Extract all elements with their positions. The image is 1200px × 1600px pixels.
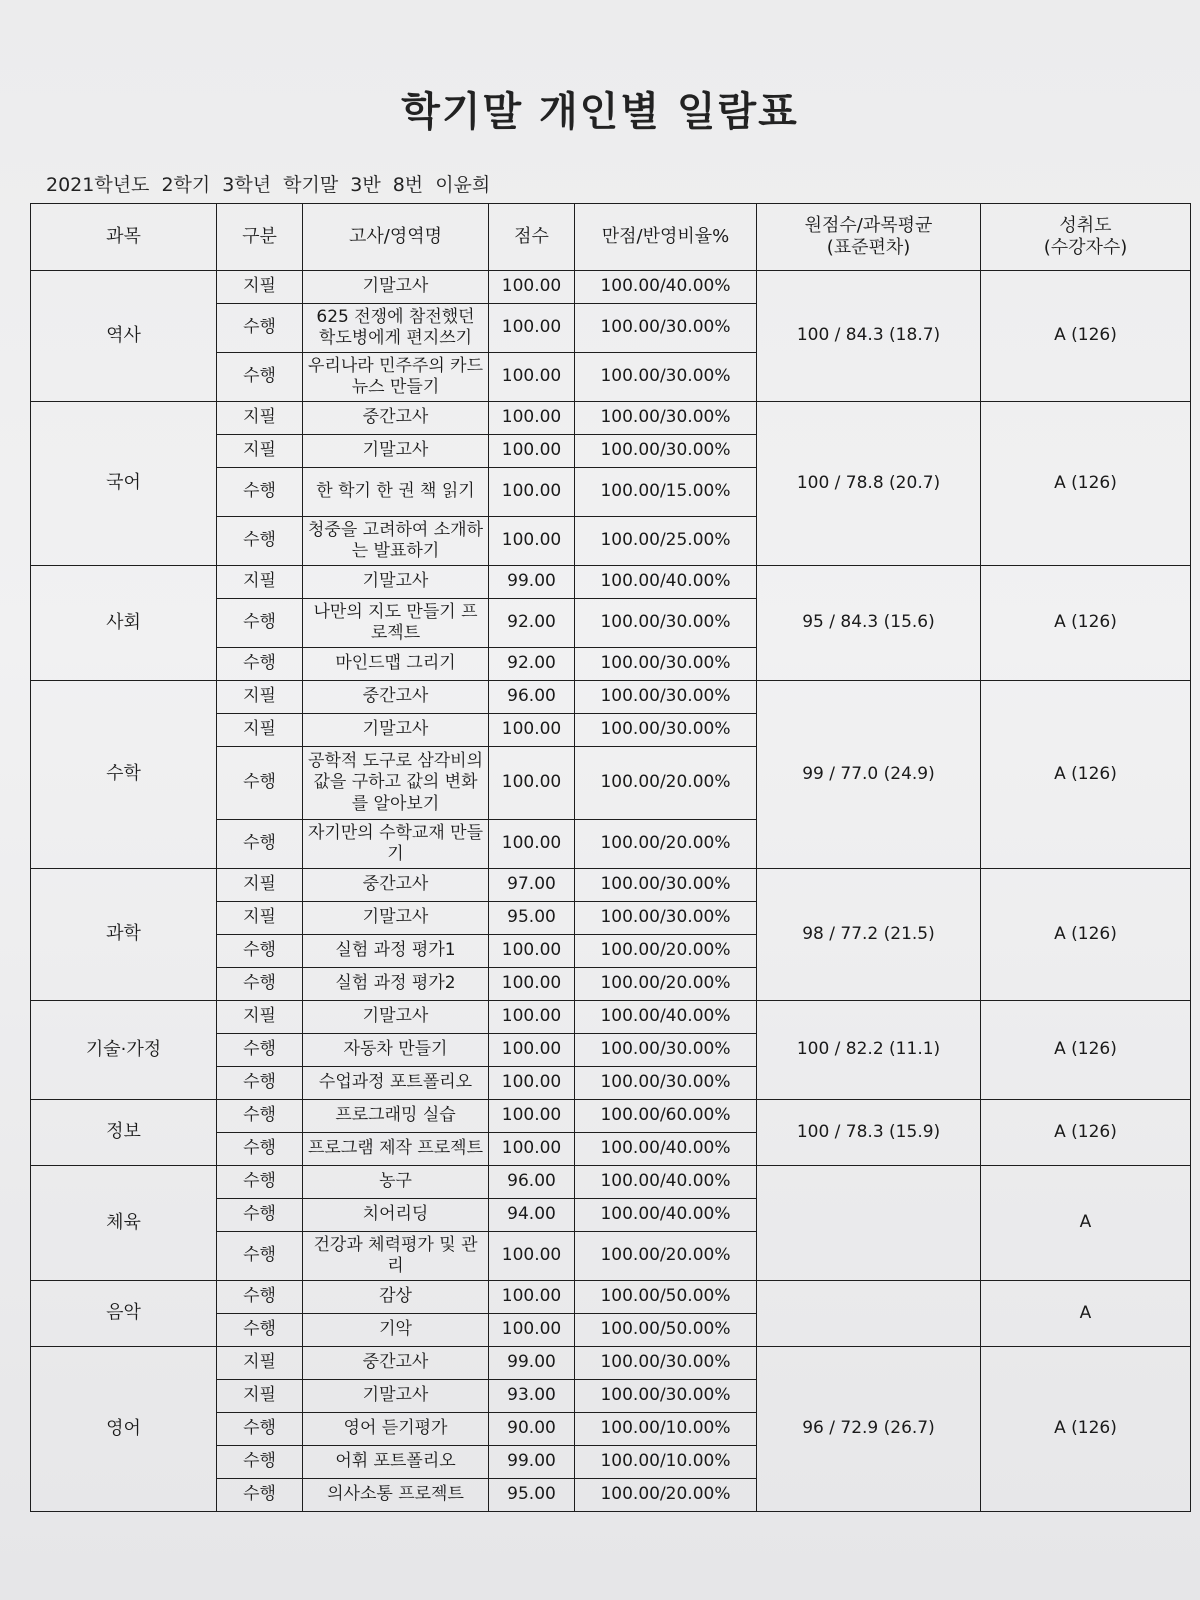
subject-name: 음악 — [31, 1281, 217, 1347]
score-value: 100.00 — [489, 1001, 575, 1034]
exam-name: 농구 — [303, 1166, 489, 1199]
subject-name: 국어 — [31, 402, 217, 566]
exam-name: 감상 — [303, 1281, 489, 1314]
ratio-value: 100.00/50.00% — [575, 1314, 757, 1347]
ratio-value: 100.00/30.00% — [575, 1067, 757, 1100]
assessment-type: 수행 — [217, 935, 303, 968]
subject-summary: 100 / 84.3 (18.7) — [757, 271, 981, 402]
assessment-type: 수행 — [217, 1100, 303, 1133]
assessment-type: 지필 — [217, 402, 303, 435]
achievement-grade: A (126) — [981, 566, 1191, 681]
subject-name: 체육 — [31, 1166, 217, 1281]
assessment-type: 지필 — [217, 1347, 303, 1380]
subject-summary: 95 / 84.3 (15.6) — [757, 566, 981, 681]
assessment-type: 수행 — [217, 304, 303, 353]
subject-name: 과학 — [31, 869, 217, 1001]
subject-summary: 100 / 78.3 (15.9) — [757, 1100, 981, 1166]
exam-name: 기말고사 — [303, 1001, 489, 1034]
score-value: 100.00 — [489, 747, 575, 820]
achievement-grade: A (126) — [981, 869, 1191, 1001]
assessment-type: 수행 — [217, 747, 303, 820]
score-value: 92.00 — [489, 648, 575, 681]
exam-name: 기말고사 — [303, 1380, 489, 1413]
assessment-type: 수행 — [217, 599, 303, 648]
score-value: 96.00 — [489, 1166, 575, 1199]
table-row — [31, 1001, 1191, 1034]
exam-name: 의사소통 프로젝트 — [303, 1479, 489, 1512]
assessment-type: 수행 — [217, 353, 303, 402]
ratio-value: 100.00/30.00% — [575, 714, 757, 747]
subject-name: 수학 — [31, 681, 217, 869]
assessment-type: 수행 — [217, 1166, 303, 1199]
assessment-type: 지필 — [217, 681, 303, 714]
ratio-value: 100.00/40.00% — [575, 566, 757, 599]
exam-name: 수업과정 포트폴리오 — [303, 1067, 489, 1100]
exam-name: 한 학기 한 권 책 읽기 — [303, 468, 489, 517]
score-value: 100.00 — [489, 353, 575, 402]
assessment-type: 수행 — [217, 1413, 303, 1446]
ratio-value: 100.00/30.00% — [575, 1380, 757, 1413]
table-row — [31, 566, 1191, 599]
exam-name: 건강과 체력평가 및 관리 — [303, 1232, 489, 1281]
table-row — [31, 869, 1191, 902]
score-value: 94.00 — [489, 1199, 575, 1232]
score-value: 100.00 — [489, 968, 575, 1001]
report-title: 학기말 개인별 일람표 — [401, 89, 799, 135]
ratio-value: 100.00/50.00% — [575, 1281, 757, 1314]
ratio-value: 100.00/30.00% — [575, 1347, 757, 1380]
table-row — [31, 271, 1191, 304]
exam-name: 공학적 도구로 삼각비의 값을 구하고 값의 변화를 알아보기 — [303, 747, 489, 820]
score-value: 100.00 — [489, 517, 575, 566]
achievement-grade: A (126) — [981, 1001, 1191, 1100]
ratio-value: 100.00/30.00% — [575, 681, 757, 714]
score-value: 96.00 — [489, 681, 575, 714]
ratio-value: 100.00/30.00% — [575, 353, 757, 402]
exam-name: 중간고사 — [303, 1347, 489, 1380]
header-ratio: 만점/반영비율% — [575, 204, 757, 271]
header-score: 점수 — [489, 204, 575, 271]
score-value: 100.00 — [489, 820, 575, 869]
ratio-value: 100.00/60.00% — [575, 1100, 757, 1133]
ratio-value: 100.00/30.00% — [575, 599, 757, 648]
ratio-value: 100.00/20.00% — [575, 935, 757, 968]
ratio-value: 100.00/20.00% — [575, 747, 757, 820]
assessment-type: 수행 — [217, 517, 303, 566]
score-value: 100.00 — [489, 1314, 575, 1347]
exam-name: 치어리딩 — [303, 1199, 489, 1232]
exam-name: 기말고사 — [303, 271, 489, 304]
assessment-type: 수행 — [217, 1133, 303, 1166]
score-value: 97.00 — [489, 869, 575, 902]
achievement-grade: A — [981, 1281, 1191, 1347]
achievement-grade: A (126) — [981, 1347, 1191, 1512]
exam-name: 중간고사 — [303, 402, 489, 435]
ratio-value: 100.00/30.00% — [575, 869, 757, 902]
subject-name: 역사 — [31, 271, 217, 402]
ratio-value: 100.00/10.00% — [575, 1413, 757, 1446]
table-row — [31, 1166, 1191, 1199]
subject-name: 정보 — [31, 1100, 217, 1166]
assessment-type: 지필 — [217, 869, 303, 902]
exam-name: 기말고사 — [303, 435, 489, 468]
achievement-grade: A (126) — [981, 402, 1191, 566]
exam-name: 우리나라 민주주의 카드뉴스 만들기 — [303, 353, 489, 402]
score-value: 100.00 — [489, 271, 575, 304]
assessment-type: 수행 — [217, 1034, 303, 1067]
assessment-type: 지필 — [217, 1001, 303, 1034]
exam-name: 기말고사 — [303, 566, 489, 599]
ratio-value: 100.00/30.00% — [575, 902, 757, 935]
exam-name: 중간고사 — [303, 869, 489, 902]
subject-summary: 99 / 77.0 (24.9) — [757, 681, 981, 869]
ratio-value: 100.00/40.00% — [575, 1001, 757, 1034]
exam-name: 중간고사 — [303, 681, 489, 714]
ratio-value: 100.00/40.00% — [575, 271, 757, 304]
ratio-value: 100.00/20.00% — [575, 968, 757, 1001]
exam-name: 기말고사 — [303, 902, 489, 935]
subject-summary: 96 / 72.9 (26.7) — [757, 1347, 981, 1512]
assessment-type: 수행 — [217, 1199, 303, 1232]
ratio-value: 100.00/10.00% — [575, 1446, 757, 1479]
table-row — [31, 681, 1191, 714]
table-row — [31, 1281, 1191, 1314]
subject-summary — [757, 1281, 981, 1347]
achievement-grade: A — [981, 1166, 1191, 1281]
exam-name: 어휘 포트폴리오 — [303, 1446, 489, 1479]
score-value: 100.00 — [489, 1133, 575, 1166]
ratio-value: 100.00/30.00% — [575, 648, 757, 681]
header-exam: 고사/영역명 — [303, 204, 489, 271]
table-row — [31, 1347, 1191, 1380]
score-value: 93.00 — [489, 1380, 575, 1413]
assessment-type: 지필 — [217, 714, 303, 747]
assessment-type: 수행 — [217, 820, 303, 869]
assessment-type: 수행 — [217, 648, 303, 681]
header-subject: 과목 — [31, 204, 217, 271]
assessment-type: 수행 — [217, 468, 303, 517]
grades-body — [31, 271, 1191, 1512]
assessment-type: 지필 — [217, 566, 303, 599]
ratio-value: 100.00/40.00% — [575, 1166, 757, 1199]
ratio-value: 100.00/20.00% — [575, 1232, 757, 1281]
achievement-grade: A (126) — [981, 271, 1191, 402]
exam-name: 프로그램 제작 프로젝트 — [303, 1133, 489, 1166]
subject-summary: 98 / 77.2 (21.5) — [757, 869, 981, 1001]
score-value: 100.00 — [489, 468, 575, 517]
score-value: 100.00 — [489, 402, 575, 435]
grades-table — [30, 203, 1191, 1512]
ratio-value: 100.00/15.00% — [575, 468, 757, 517]
header-achievement: 성취도 (수강자수) — [981, 204, 1191, 271]
subject-name: 사회 — [31, 566, 217, 681]
assessment-type: 수행 — [217, 1446, 303, 1479]
score-value: 100.00 — [489, 1034, 575, 1067]
score-value: 99.00 — [489, 566, 575, 599]
assessment-type: 수행 — [217, 1067, 303, 1100]
achievement-grade: A (126) — [981, 681, 1191, 869]
header-summary: 원점수/과목평균 (표준편차) — [757, 204, 981, 271]
ratio-value: 100.00/20.00% — [575, 1479, 757, 1512]
table-row — [31, 1100, 1191, 1133]
score-value: 92.00 — [489, 599, 575, 648]
score-value: 95.00 — [489, 1479, 575, 1512]
exam-name: 나만의 지도 만들기 프로젝트 — [303, 599, 489, 648]
score-value: 99.00 — [489, 1347, 575, 1380]
exam-name: 625 전쟁에 참전했던 학도병에게 편지쓰기 — [303, 304, 489, 353]
ratio-value: 100.00/25.00% — [575, 517, 757, 566]
exam-name: 프로그래밍 실습 — [303, 1100, 489, 1133]
score-value: 100.00 — [489, 1232, 575, 1281]
score-value: 100.00 — [489, 435, 575, 468]
achievement-grade: A (126) — [981, 1100, 1191, 1166]
subject-name: 영어 — [31, 1347, 217, 1512]
score-value: 100.00 — [489, 1100, 575, 1133]
assessment-type: 수행 — [217, 968, 303, 1001]
exam-name: 영어 듣기평가 — [303, 1413, 489, 1446]
assessment-type: 수행 — [217, 1479, 303, 1512]
subject-summary: 100 / 82.2 (11.1) — [757, 1001, 981, 1100]
ratio-value: 100.00/40.00% — [575, 1199, 757, 1232]
exam-name: 기말고사 — [303, 714, 489, 747]
ratio-value: 100.00/40.00% — [575, 1133, 757, 1166]
assessment-type: 수행 — [217, 1232, 303, 1281]
assessment-type: 수행 — [217, 1314, 303, 1347]
score-value: 100.00 — [489, 935, 575, 968]
score-value: 90.00 — [489, 1413, 575, 1446]
score-value: 100.00 — [489, 304, 575, 353]
assessment-type: 지필 — [217, 271, 303, 304]
exam-name: 기악 — [303, 1314, 489, 1347]
subject-summary — [757, 1166, 981, 1281]
subject-summary: 100 / 78.8 (20.7) — [757, 402, 981, 566]
assessment-type: 지필 — [217, 1380, 303, 1413]
assessment-type: 수행 — [217, 1281, 303, 1314]
header-type: 구분 — [217, 204, 303, 271]
exam-name: 실험 과정 평가2 — [303, 968, 489, 1001]
ratio-value: 100.00/30.00% — [575, 304, 757, 353]
exam-name: 청중을 고려하여 소개하는 발표하기 — [303, 517, 489, 566]
exam-name: 실험 과정 평가1 — [303, 935, 489, 968]
exam-name: 자기만의 수학교재 만들기 — [303, 820, 489, 869]
assessment-type: 지필 — [217, 902, 303, 935]
subject-name: 기술·가정 — [31, 1001, 217, 1100]
exam-name: 자동차 만들기 — [303, 1034, 489, 1067]
score-value: 100.00 — [489, 1281, 575, 1314]
table-row — [31, 402, 1191, 435]
score-value: 100.00 — [489, 714, 575, 747]
header-row — [31, 204, 1191, 271]
ratio-value: 100.00/30.00% — [575, 402, 757, 435]
assessment-type: 지필 — [217, 435, 303, 468]
score-value: 99.00 — [489, 1446, 575, 1479]
exam-name: 마인드맵 그리기 — [303, 648, 489, 681]
student-info: 2021학년도 2학기 3학년 학기말 3반 8번 이윤희 — [46, 174, 491, 196]
score-value: 95.00 — [489, 902, 575, 935]
ratio-value: 100.00/30.00% — [575, 435, 757, 468]
ratio-value: 100.00/30.00% — [575, 1034, 757, 1067]
ratio-value: 100.00/20.00% — [575, 820, 757, 869]
score-value: 100.00 — [489, 1067, 575, 1100]
